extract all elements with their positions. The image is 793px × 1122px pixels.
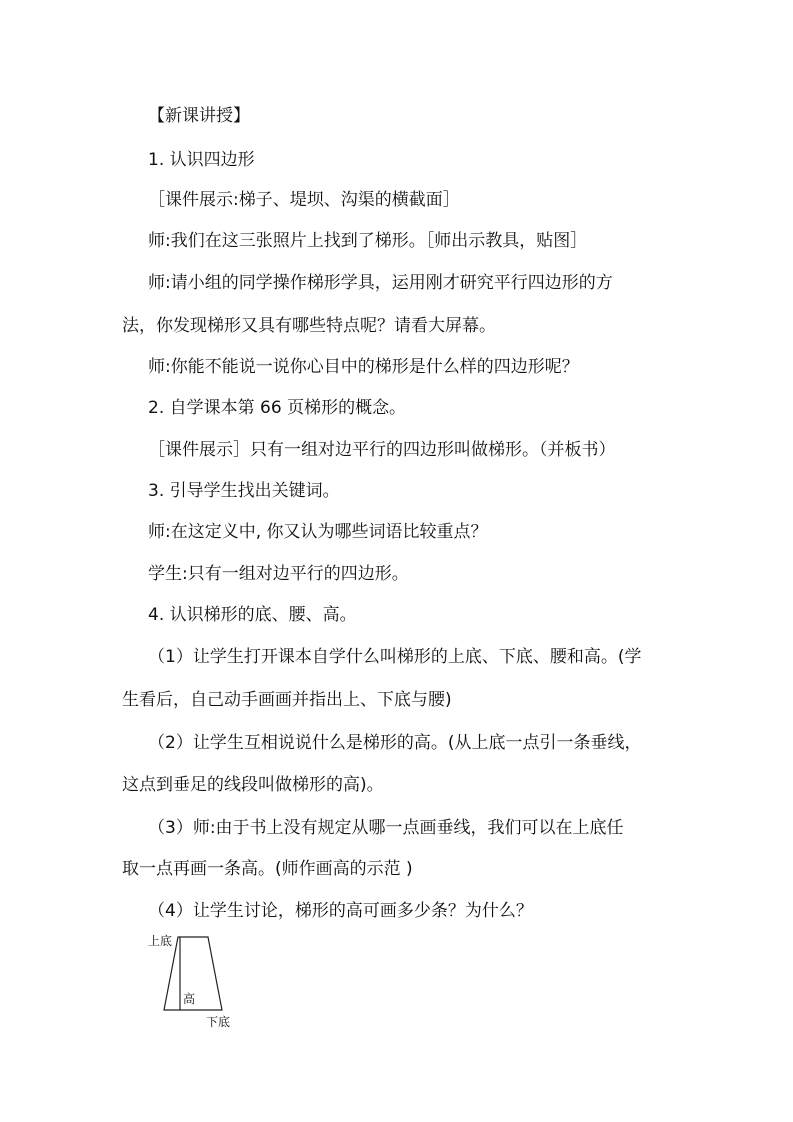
text-line: 4. 认识梯形的底、腰、高。 <box>148 605 357 625</box>
text-line: 法，你发现梯形又具有哪些特点呢？请看大屏幕。 <box>122 316 496 336</box>
text-line: （3）师:由于书上没有规定从哪一点画垂线，我们可以在上底任 <box>148 818 624 838</box>
text-line: （2）让学生互相说说什么是梯形的高。(从上底一点引一条垂线， <box>148 733 642 753</box>
section-title: 【新课讲授】 <box>148 106 250 126</box>
text-line: ［课件展示:梯子、堤坝、沟渠的横截面］ <box>148 190 460 210</box>
figure-label-top-base: 上底 <box>148 934 173 948</box>
text-line: 这点到垂足的线段叫做梯形的高)。 <box>122 775 384 795</box>
text-line: 师:请小组的同学操作梯形学具，运用刚才研究平行四边形的方 <box>148 273 613 293</box>
text-line: 师:你能不能说一说你心目中的梯形是什么样的四边形呢？ <box>148 357 579 377</box>
figure-label-bottom-base: 下底 <box>206 1015 231 1029</box>
text-line: 学生:只有一组对边平行的四边形。 <box>148 564 409 584</box>
figure-label-height: 高 <box>183 992 196 1006</box>
text-line: 师:在这定义中, 你又认为哪些词语比较重点？ <box>148 522 488 542</box>
text-line: ［课件展示］只有一组对边平行的四边形叫做梯形。（并板书） <box>148 440 616 460</box>
text-line: （1）让学生打开课本自学什么叫梯形的上底、下底、腰和高。(学 <box>148 647 642 667</box>
trapezoid-figure <box>140 928 250 1038</box>
text-line: 生看后，自己动手画画并指出上、下底与腰) <box>122 690 452 710</box>
text-line: 师:我们在这三张照片上找到了梯形。［师出示教具，贴图］ <box>148 231 588 251</box>
text-line: （4）让学生讨论，梯形的高可画多少条？为什么？ <box>148 901 533 921</box>
text-line: 3. 引导学生找出关键词。 <box>148 481 340 501</box>
text-line: 2. 自学课本第 66 页梯形的概念。 <box>148 398 407 418</box>
text-line: 1. 认识四边形 <box>148 150 255 170</box>
text-line: 取一点再画一条高。(师作画高的示范 ) <box>122 859 413 879</box>
